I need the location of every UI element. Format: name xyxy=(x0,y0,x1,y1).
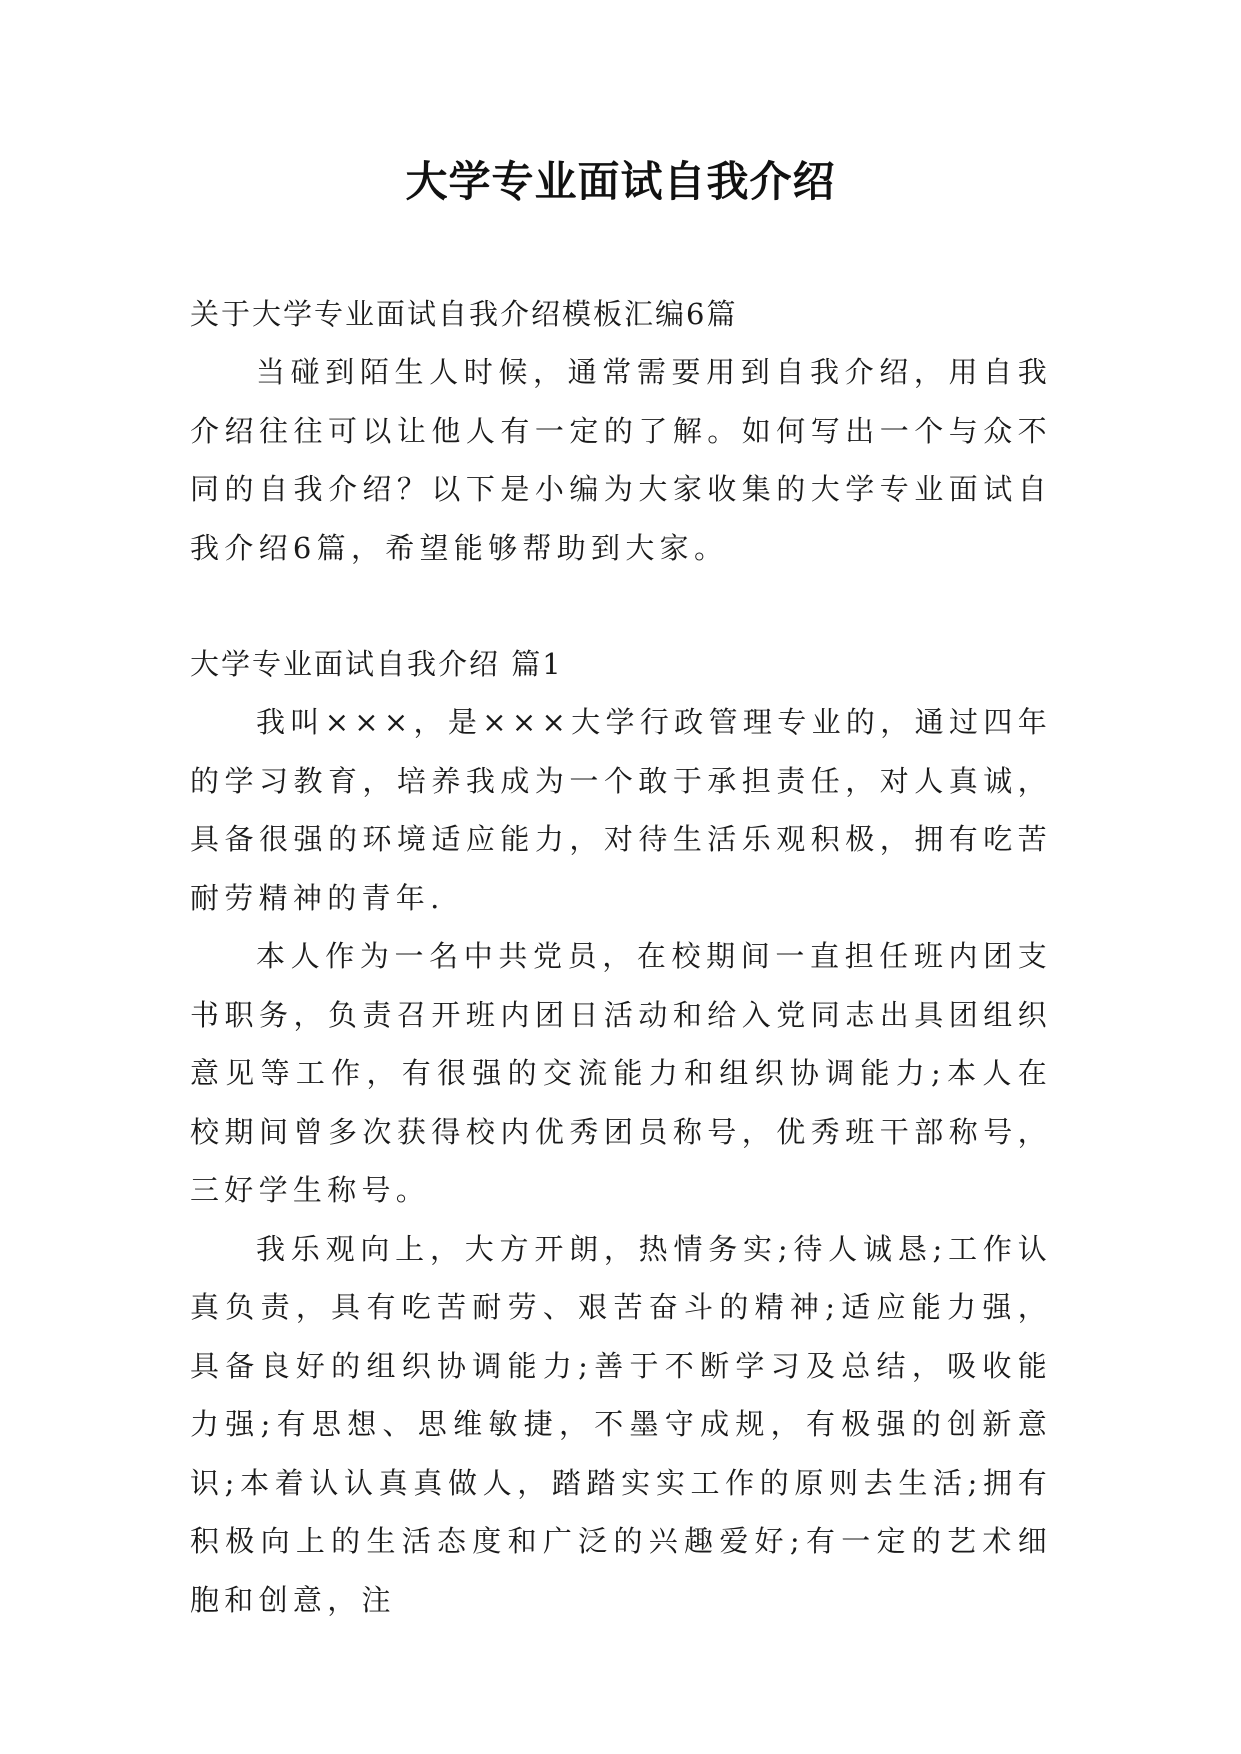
document-title: 大学专业面试自我介绍 xyxy=(405,157,836,206)
intro-paragraph: 当碰到陌生人时候，通常需要用到自我介绍，用自我介绍往往可以让他人有一定的了解。如何写出一个与众不同的自我介绍？以下是小编为大家收集的大学专业面试自我介绍6篇，希望能够帮助到大家。 xyxy=(190,355,1052,565)
document-subtitle: 关于大学专业面试自我介绍模板汇编6篇 xyxy=(190,297,738,331)
body-paragraph: 我叫×××，是×××大学行政管理专业的，通过四年的学习教育，培养我成为一个敢于承担责任，对人真诚，具备很强的环境适应能力，对待生活乐观积极，拥有吃苦耐劳精神的青年. xyxy=(190,705,1052,915)
section-heading: 大学专业面试自我介绍 篇1 xyxy=(190,647,563,681)
body-paragraph: 我乐观向上，大方开朗，热情务实;待人诚恳;工作认真负责，具有吃苦耐劳、艰苦奋斗的精神;适应能力强，具备良好的组织协调能力;善于不断学习及总结，吸收能力强;有思想、思维敏捷，不墨守成规，有极强的创新意识;本着认认真真做人，踏踏实实工作的原则去生活;拥有积极向上的生活态度和广泛的兴趣爱好;有一定的艺术细胞和创意，注 xyxy=(190,1231,1052,1617)
body-paragraph: 本人作为一名中共党员，在校期间一直担任班内团支书职务，负责召开班内团日活动和给入党同志出具团组织意见等工作，有很强的交流能力和组织协调能力;本人在校期间曾多次获得校内优秀团员称号，优秀班干部称号，三好学生称号。 xyxy=(190,939,1052,1207)
document-body xyxy=(190,285,1052,1629)
